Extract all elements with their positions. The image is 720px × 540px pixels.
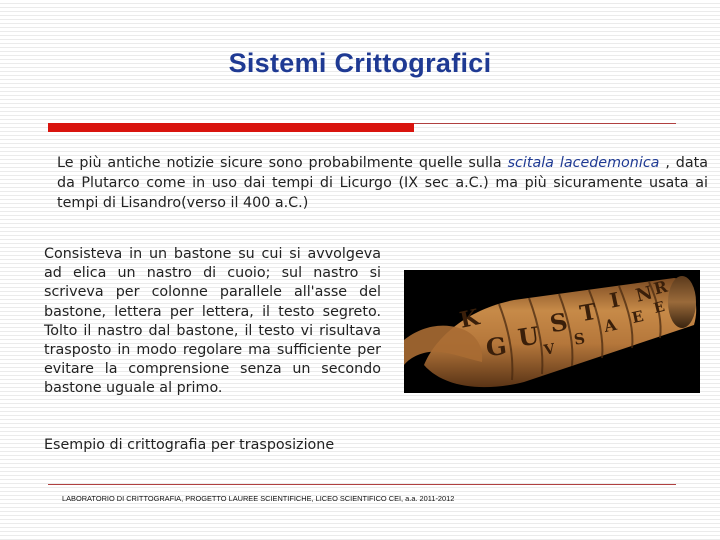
scytale-photo: [404, 270, 700, 393]
description-paragraph: Consisteva in un bastone su cui si avvolgeva ad elica un nastro di cuoio; sul nastro si scriveva per colonne parallele all'asse del bastone, lettera per lettera, il testo segreto. Tolto il nastro dal bastone, il testo vi risultava trasposto in modo regolare ma sufficiente per evitare la comprensione senza un secondo bastone uguale al primo.: [44, 246, 381, 397]
scytale-letter: U: [516, 320, 541, 353]
footer-text: LABORATORIO DI CRITTOGRAFIA, PROGETTO LAUREE SCIENTIFICHE, LICEO SCIENTIFICO CEI, a.a. 2011-2012: [62, 494, 455, 503]
scytale-letter: R: [651, 276, 670, 299]
intro-term: scitala lacedemonica: [507, 155, 660, 171]
slide-title: Sistemi Crittografici: [228, 48, 492, 78]
footer-divider: [48, 484, 676, 485]
intro-text-start: Le più antiche notizie sicure sono probabilmente quelle sulla: [57, 155, 508, 171]
scytale-letter: S: [547, 306, 570, 339]
example-caption: Esempio di crittografia per trasposizione: [44, 437, 335, 453]
scytale-letter: G: [484, 330, 509, 363]
title-underline-thin: [414, 123, 676, 124]
scytale-letter: S: [572, 329, 587, 349]
scytale-letter: A: [602, 314, 619, 337]
scytale-letter: E: [652, 298, 667, 318]
scytale-letter: I: [607, 287, 622, 313]
scytale-letter: T: [577, 298, 599, 328]
title-underline-red: [48, 123, 414, 132]
intro-paragraph: [57, 153, 708, 213]
scytale-letter: E: [630, 307, 646, 327]
intro-text-end: , data da Plutarco come in uso dai tempi di Licurgo (IX sec a.C.) ma più sicuramente usata ai tempi di Lisandro(verso il 400 a.C.): [57, 155, 708, 211]
scytale-letter: V: [542, 341, 557, 359]
scytale-letter: K: [457, 304, 482, 334]
scytale-letter: N: [633, 282, 655, 307]
